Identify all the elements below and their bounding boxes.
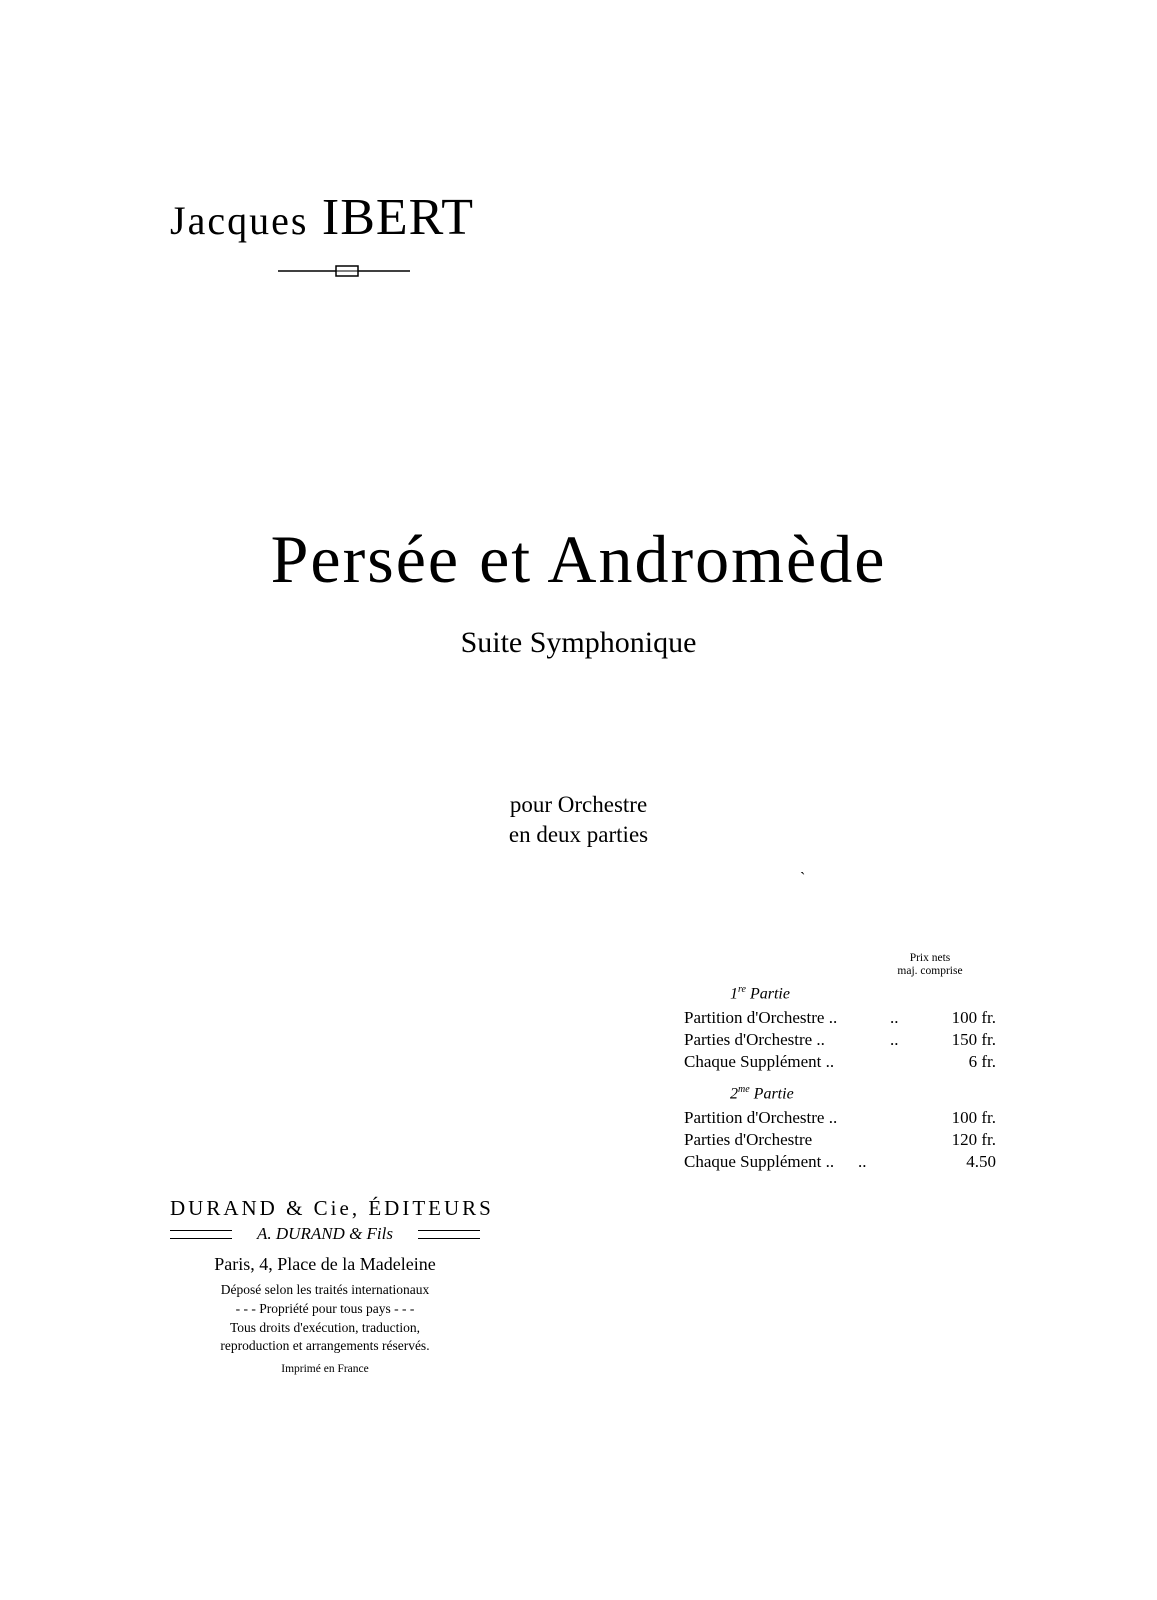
price-item-label: Chaque Supplément .. [684, 1052, 835, 1071]
publisher-address: Paris, 4, Place de la Madeleine [214, 1254, 436, 1274]
legal-line-3: Tous droits d'exécution, traduction, [229, 1320, 421, 1335]
legal-line-1: Déposé selon les traités internationaux [220, 1282, 430, 1297]
price-item-value: 100 fr. [951, 1008, 996, 1027]
legal-line-4: reproduction et arrangements réservés. [220, 1338, 430, 1353]
price-row [684, 1030, 996, 1052]
double-rule-right [418, 1230, 480, 1239]
part-2-label: Partie [753, 1085, 794, 1103]
price-header-line-2: maj. comprise [897, 965, 963, 977]
legal-line-2: - - - Propriété pour tous pays - - - [235, 1301, 415, 1316]
price-item-label: Chaque Supplément .. [684, 1152, 835, 1171]
price-row [684, 1052, 996, 1074]
publisher-subline [170, 1226, 480, 1244]
price-item-label: Parties d'Orchestre .. [684, 1030, 825, 1049]
part-2-number: 2 [730, 1085, 738, 1103]
composer-first-name: Jacques [170, 198, 309, 243]
price-row [684, 1008, 996, 1030]
part-1-suffix: re [738, 984, 746, 995]
price-item-value: 150 fr. [951, 1030, 996, 1049]
price-item-leader: .. [890, 1008, 899, 1027]
ornament-divider-icon [278, 264, 410, 278]
price-item-label: Partition d'Orchestre .. [684, 1008, 838, 1027]
part-1-heading [730, 984, 790, 1003]
part-1-number: 1 [730, 985, 738, 1003]
price-item-value: 6 fr. [968, 1052, 996, 1071]
price-item-value: 100 fr. [951, 1108, 996, 1127]
work-subtitle: Suite Symphonique [460, 626, 697, 659]
price-item-value: 4.50 [966, 1152, 996, 1171]
composer-last-name: IBERT [321, 189, 474, 246]
scoring-line-1: pour Orchestre [509, 792, 648, 817]
part-1-label: Partie [749, 985, 790, 1003]
composer-name [170, 188, 474, 247]
part-2-heading [730, 1084, 794, 1103]
price-header-line-1: Prix nets [909, 952, 951, 964]
work-title: Persée et Andromède [270, 521, 887, 597]
part-2-suffix: me [738, 1084, 750, 1095]
price-header [880, 952, 980, 978]
print-speck: ˏ [800, 858, 806, 875]
price-row [684, 1152, 996, 1174]
price-row [684, 1108, 996, 1130]
price-item-leader: .. [890, 1030, 899, 1049]
price-item-leader: .. [858, 1152, 867, 1171]
publisher-sub-name: A. DURAND & Fils [257, 1224, 393, 1243]
price-row [684, 1130, 996, 1152]
price-item-value: 120 fr. [951, 1130, 996, 1149]
imprint-line: Imprimé en France [281, 1363, 369, 1375]
price-item-label: Parties d'Orchestre [684, 1130, 813, 1149]
publisher-name: DURAND & Cie, ÉDITEURS [170, 1196, 494, 1220]
price-item-label: Partition d'Orchestre .. [684, 1108, 838, 1127]
scoring-line-2: en deux parties [508, 822, 649, 847]
